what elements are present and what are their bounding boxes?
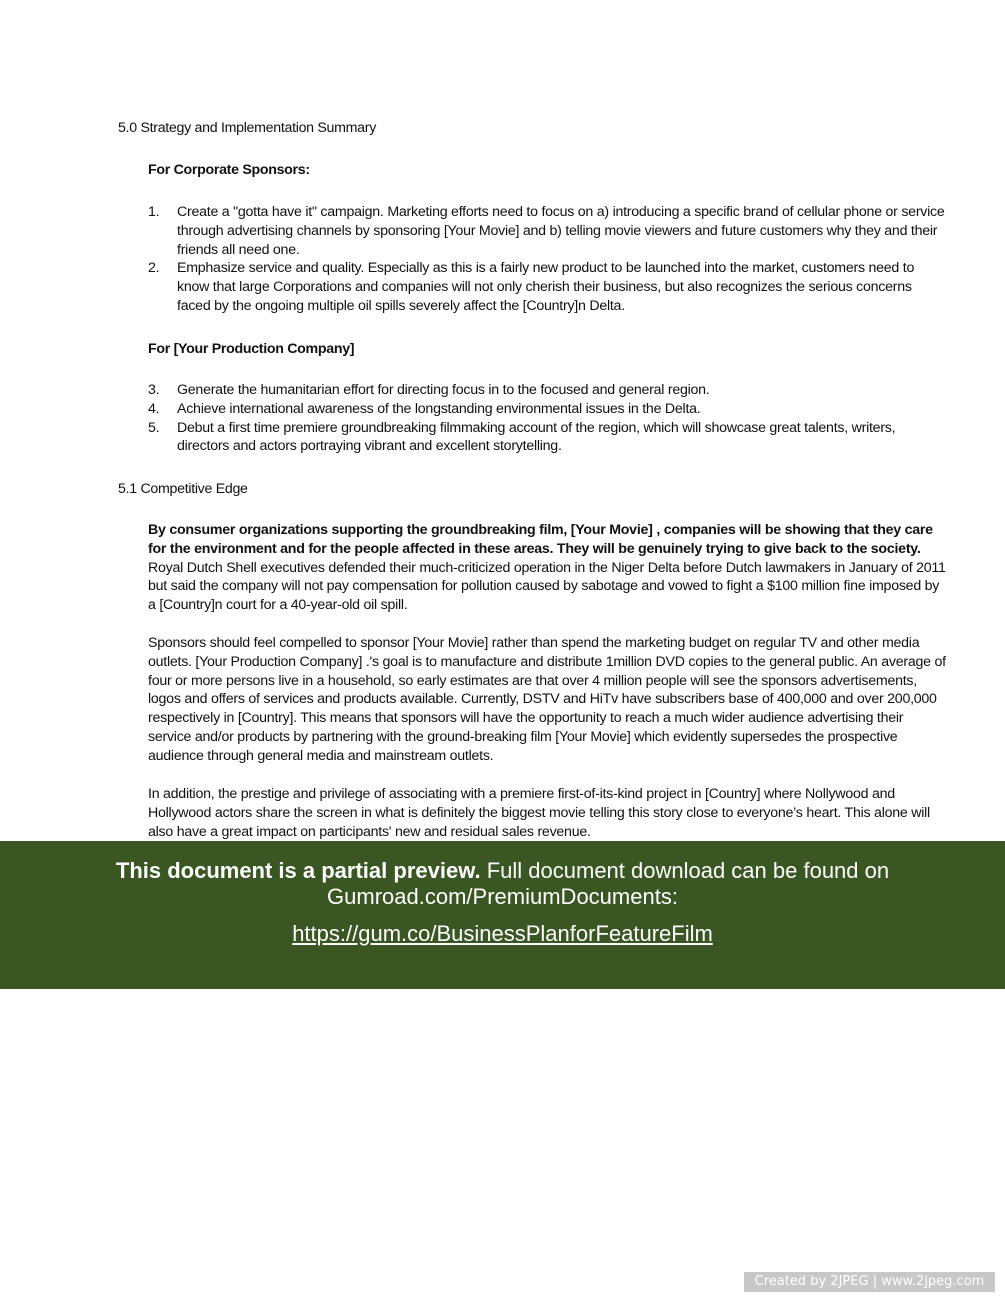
list-number: 2. xyxy=(148,260,160,277)
banner-bold-text: This document is a partial preview. xyxy=(115,858,481,883)
list-number: 5. xyxy=(148,419,160,436)
list-text: Achieve international awareness of the longstanding environmental issues in the Delta. xyxy=(177,400,701,417)
paragraph-body: Royal Dutch Shell executives defended their much-criticized operation in the Niger Delta before Dutch lawmakers in January of 2011 but said the company will not pay compensation for pollution caused by sabotage and vowed to fight a $100 million fine imposed by a [Country]n court for a 40-year-old oil spill. xyxy=(148,559,946,614)
list-number: 3. xyxy=(148,382,160,398)
list-item xyxy=(148,419,948,457)
banner-link-row xyxy=(0,921,1005,947)
section-heading-5-1: 5.1 Competitive Edge xyxy=(118,481,248,497)
list-item xyxy=(148,203,948,259)
production-company-list xyxy=(148,381,948,456)
list-text: Generate the humanitarian effort for directing focus in to the focused and general region. xyxy=(177,382,710,398)
list-item xyxy=(148,400,948,419)
watermark: Created by 2JPEG | www.2jpeg.com xyxy=(744,1272,995,1292)
banner-text: Full document download can be found on xyxy=(480,858,890,883)
preview-banner xyxy=(0,841,1005,989)
competitive-edge-paragraph-2: Sponsors should feel compelled to sponsor [Your Movie] rather than spend the marketing budget on regular TV and other media outlets. [Your Production Company] .'s goal is to manufacture and distribute 1million DVD copies to the general public. An average of four or more persons live in a household, so early estimates are that over 4 million people will see the sponsors advertisements, logos and offers of services and products available. Currently, DSTV and HiTv have subscribers base of 400,000 and over 200,000 respectively in [Country]. This means that sponsors will have the opportunity to reach a much wider audience advertising their service and/or products by partnering with the ground-breaking film [Your Movie] which evidently supersedes the prospective audience through general media and mainstream outlets. xyxy=(148,635,946,764)
list-item xyxy=(148,259,948,315)
competitive-edge-paragraph-3: In addition, the prestige and privilege of associating with a premiere first-of-its-kind project in [Country] where Nollywood and Hollywood actors share the screen in what is definitely the biggest movie telling this story close to everyone’s heart. This alone will also have a great impact on participants' new and residual sales revenue. xyxy=(148,786,930,840)
download-link[interactable]: https://gum.co/BusinessPlanforFeatureFilm xyxy=(292,921,713,946)
competitive-edge-paragraph-1 xyxy=(148,521,948,615)
section-heading-5-0: 5.0 Strategy and Implementation Summary xyxy=(118,120,376,136)
corporate-sponsors-list xyxy=(148,203,948,316)
list-item xyxy=(148,381,948,400)
paragraph-bold-lead: By consumer organizations supporting the groundbreaking film, [Your Movie] , companies will be showing that they care for the environment and for the people affected in these areas. They will be genuinely trying to give back to the society. xyxy=(148,522,933,557)
list-number: 4. xyxy=(148,400,160,417)
banner-line-1 xyxy=(0,858,1005,884)
banner-line-2: Gumroad.com/PremiumDocuments: xyxy=(327,884,678,909)
list-text: Debut a first time premiere groundbreaking filmmaking account of the region, which will showcase great talents, writers, directors and actors portraying vibrant and excellent storytelling. xyxy=(177,419,896,455)
subheading-production-company: For [Your Production Company] xyxy=(148,341,355,357)
subheading-corporate-sponsors: For Corporate Sponsors: xyxy=(148,162,310,178)
list-text: Emphasize service and quality. Especially as this is a fairly new product to be launched into the market, customers need to know that large Corporations and companies will not only cherish their business, but also recognizes the serious concerns faced by the ongoing multiple oil spills severely affect the [Country]n Delta. xyxy=(177,260,915,314)
list-text: Create a "gotta have it" campaign. Marketing efforts need to focus on a) introducing a specific brand of cellular phone or service through advertising channels by sponsoring [Your Movie] and b) telling movie viewers and future customers why they and their friends all need one. xyxy=(177,204,945,258)
list-number: 1. xyxy=(148,204,160,220)
